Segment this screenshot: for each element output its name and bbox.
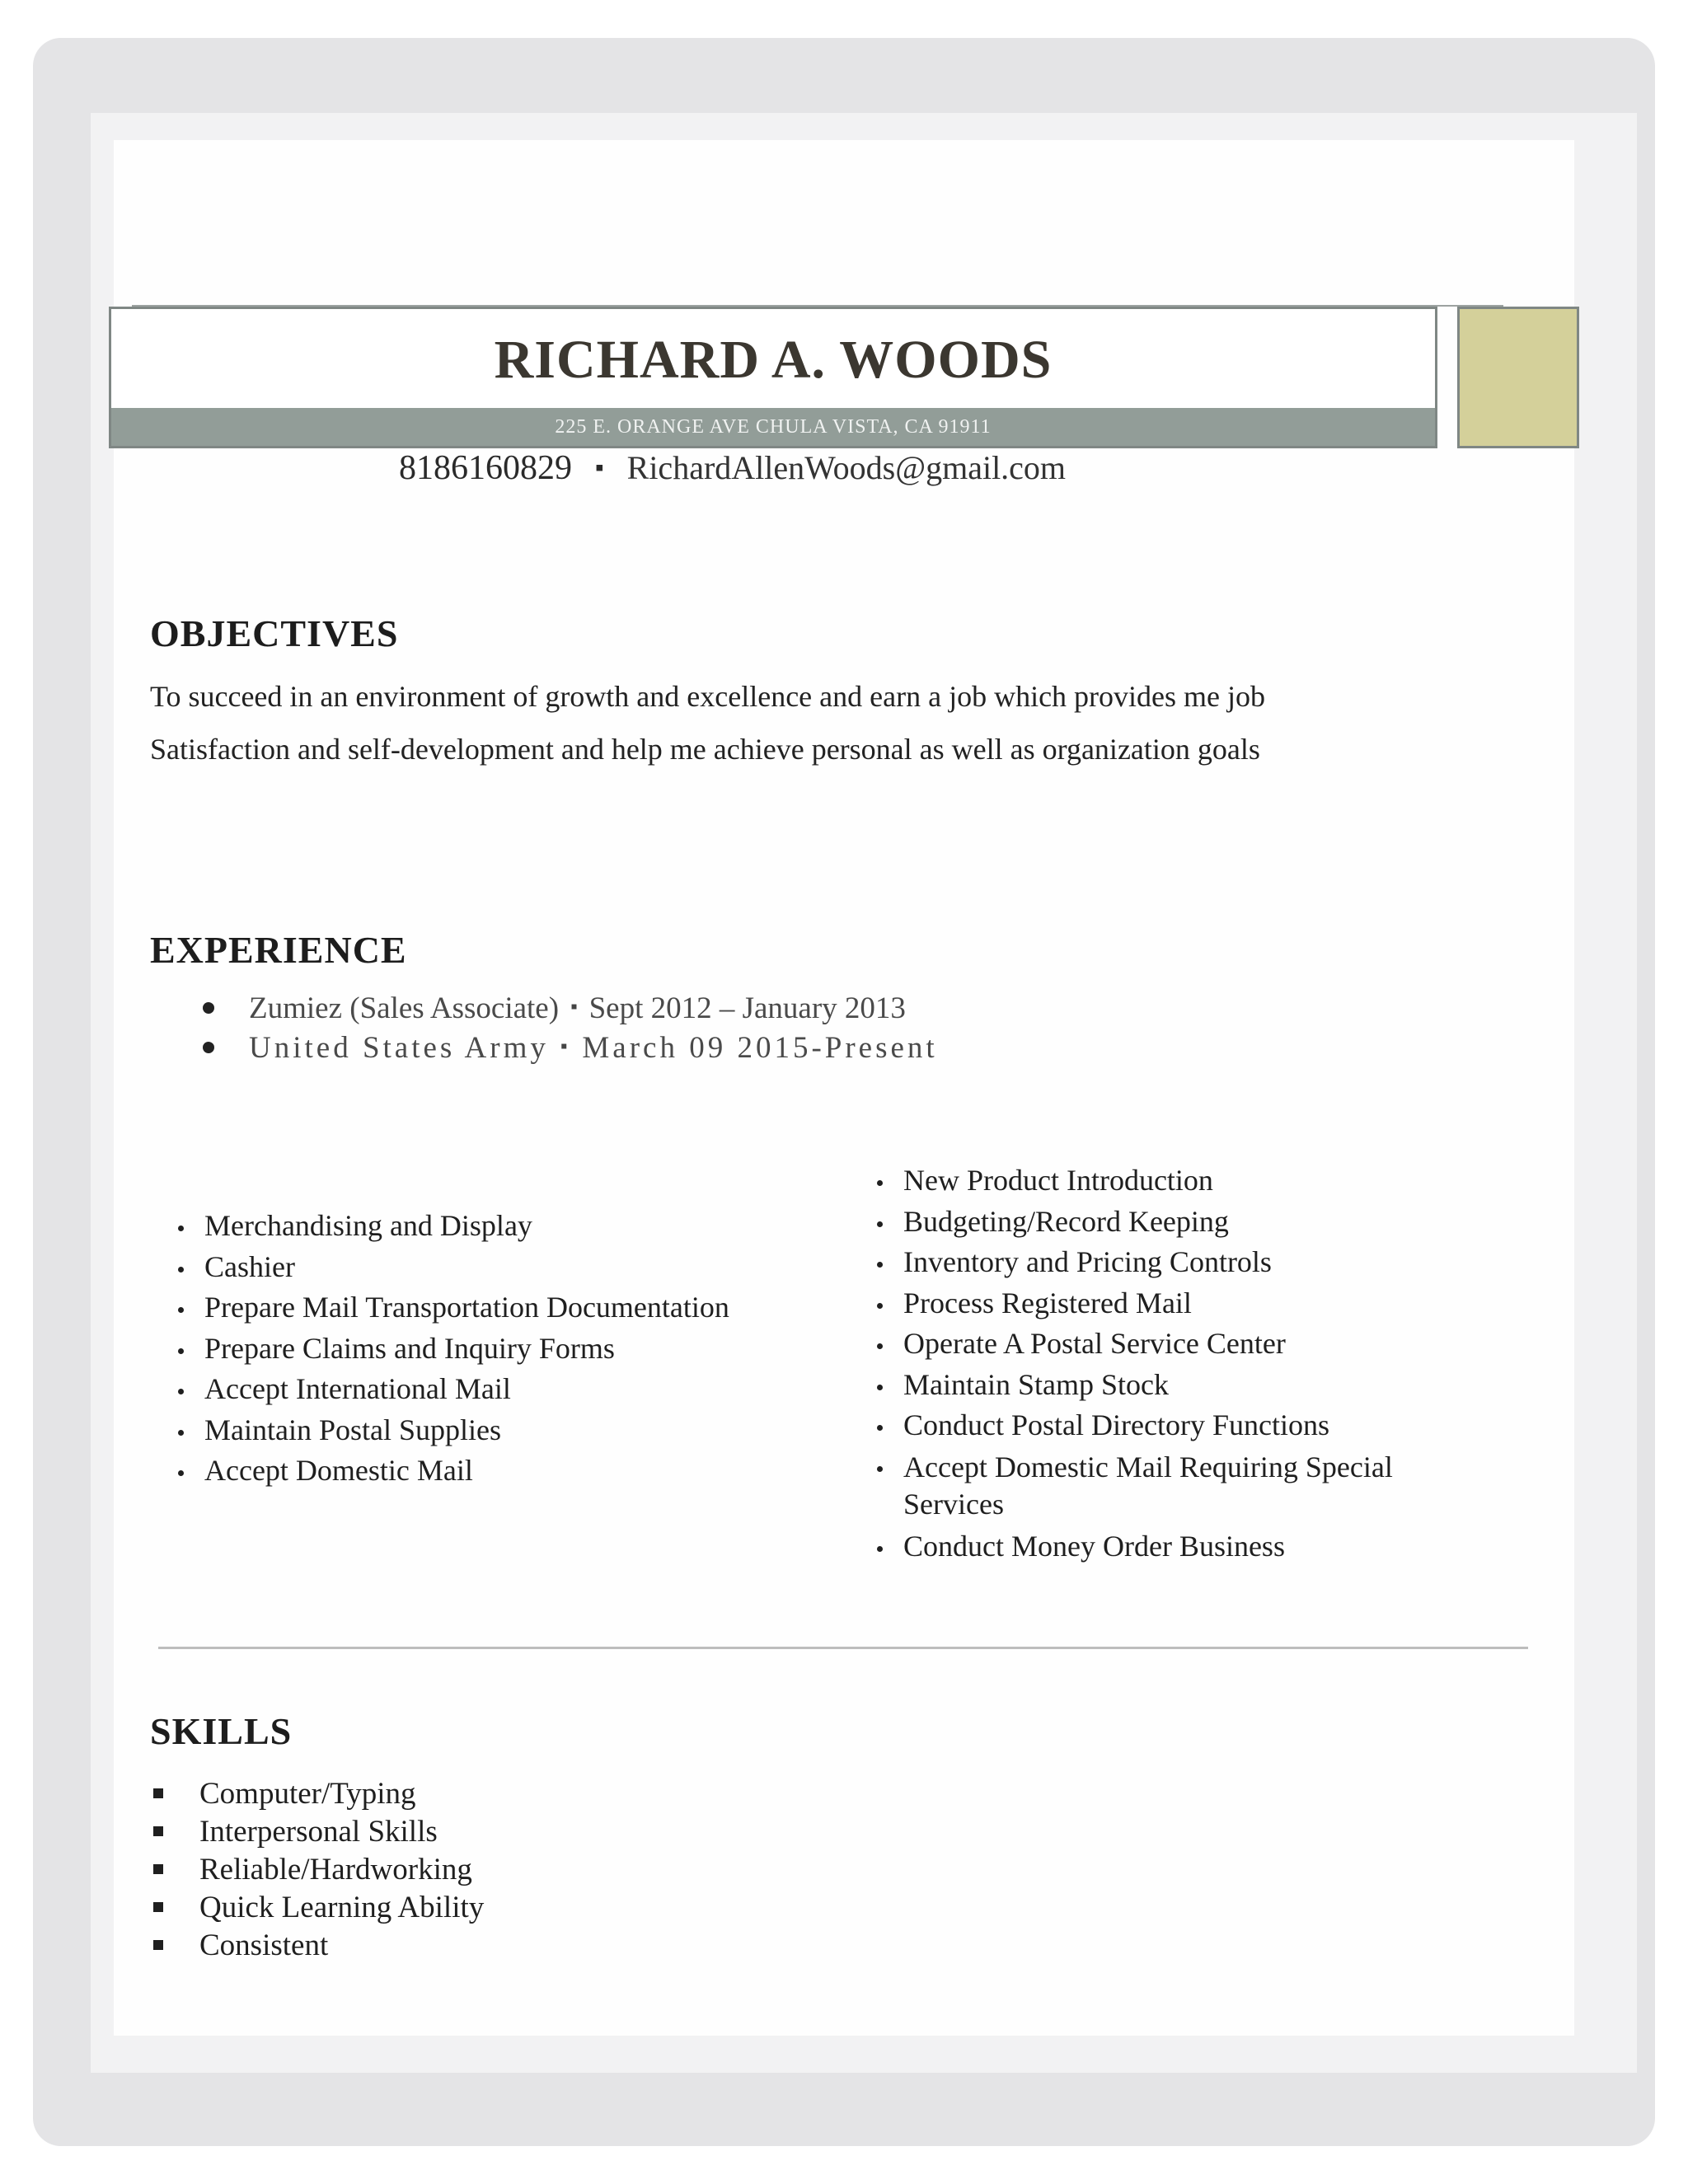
contact-separator: ▪: [595, 454, 604, 481]
skills-heading: SKILLS: [150, 1710, 293, 1752]
duty-item: Merchandising and Display: [175, 1206, 834, 1247]
duty-item: Accept International Mail: [175, 1369, 834, 1410]
duty-item: Conduct Money Order Business: [874, 1526, 1500, 1568]
job-separator: ▪: [570, 996, 578, 1018]
duty-item: Prepare Claims and Inquiry Forms: [175, 1329, 834, 1370]
resume-name: RICHARD A. WOODS: [494, 330, 1053, 390]
duty-item: Accept Domestic Mail: [175, 1451, 834, 1492]
duty-item: Operate A Postal Service Center: [874, 1324, 1500, 1365]
duty-item: Cashier: [175, 1247, 834, 1288]
address-bar: 225 E. ORANGE AVE CHULA VISTA, CA 91911: [111, 408, 1435, 446]
skill-item: Reliable/Hardworking: [150, 1851, 484, 1889]
skills-list: [150, 1775, 484, 1965]
job-title: United States Army: [249, 1031, 549, 1065]
job-entry: [203, 1030, 938, 1066]
job-title: Zumiez (Sales Associate): [249, 991, 560, 1025]
duty-item: Maintain Stamp Stock: [874, 1365, 1500, 1406]
email-address: RichardAllenWoods@gmail.com: [626, 449, 1067, 486]
duty-item: Budgeting/Record Keeping: [874, 1202, 1500, 1243]
contact-line: [399, 448, 1066, 488]
skill-item: Interpersonal Skills: [150, 1813, 484, 1851]
objective-line-2: Satisfaction and self-development and help me achieve personal as well as organization goals: [150, 733, 1260, 766]
accent-box: [1457, 307, 1579, 448]
duty-item: Process Registered Mail: [874, 1283, 1500, 1324]
duty-item: Accept Domestic Mail Requiring Special Services: [874, 1446, 1500, 1526]
experience-heading: EXPERIENCE: [150, 929, 407, 971]
section-divider: [158, 1647, 1528, 1649]
job-dates: March 09 2015-Present: [582, 1031, 938, 1065]
name-header-box: [109, 307, 1437, 448]
duty-item: Maintain Postal Supplies: [175, 1410, 834, 1451]
duty-item: Prepare Mail Transportation Documentation: [175, 1287, 834, 1329]
duties-list-left: [175, 1206, 834, 1492]
duties-list-right: [874, 1160, 1500, 1567]
job-entry: [203, 991, 906, 1026]
skill-item: Computer/Typing: [150, 1775, 484, 1813]
job-dates: Sept 2012 – January 2013: [588, 991, 906, 1025]
duty-item: Conduct Postal Directory Functions: [874, 1405, 1500, 1446]
duty-item: New Product Introduction: [874, 1160, 1500, 1202]
skill-item: Consistent: [150, 1927, 484, 1965]
job-separator: ▪: [560, 1036, 571, 1057]
objective-line-1: To succeed in an environment of growth and excellence and earn a job which provides me job: [150, 680, 1266, 713]
phone-number: 8186160829: [399, 449, 572, 487]
bullet-dot: [203, 1002, 214, 1014]
skill-item: Quick Learning Ability: [150, 1889, 484, 1927]
bullet-dot: [203, 1042, 214, 1053]
duty-item: Inventory and Pricing Controls: [874, 1242, 1500, 1283]
objectives-heading: OBJECTIVES: [150, 612, 399, 654]
